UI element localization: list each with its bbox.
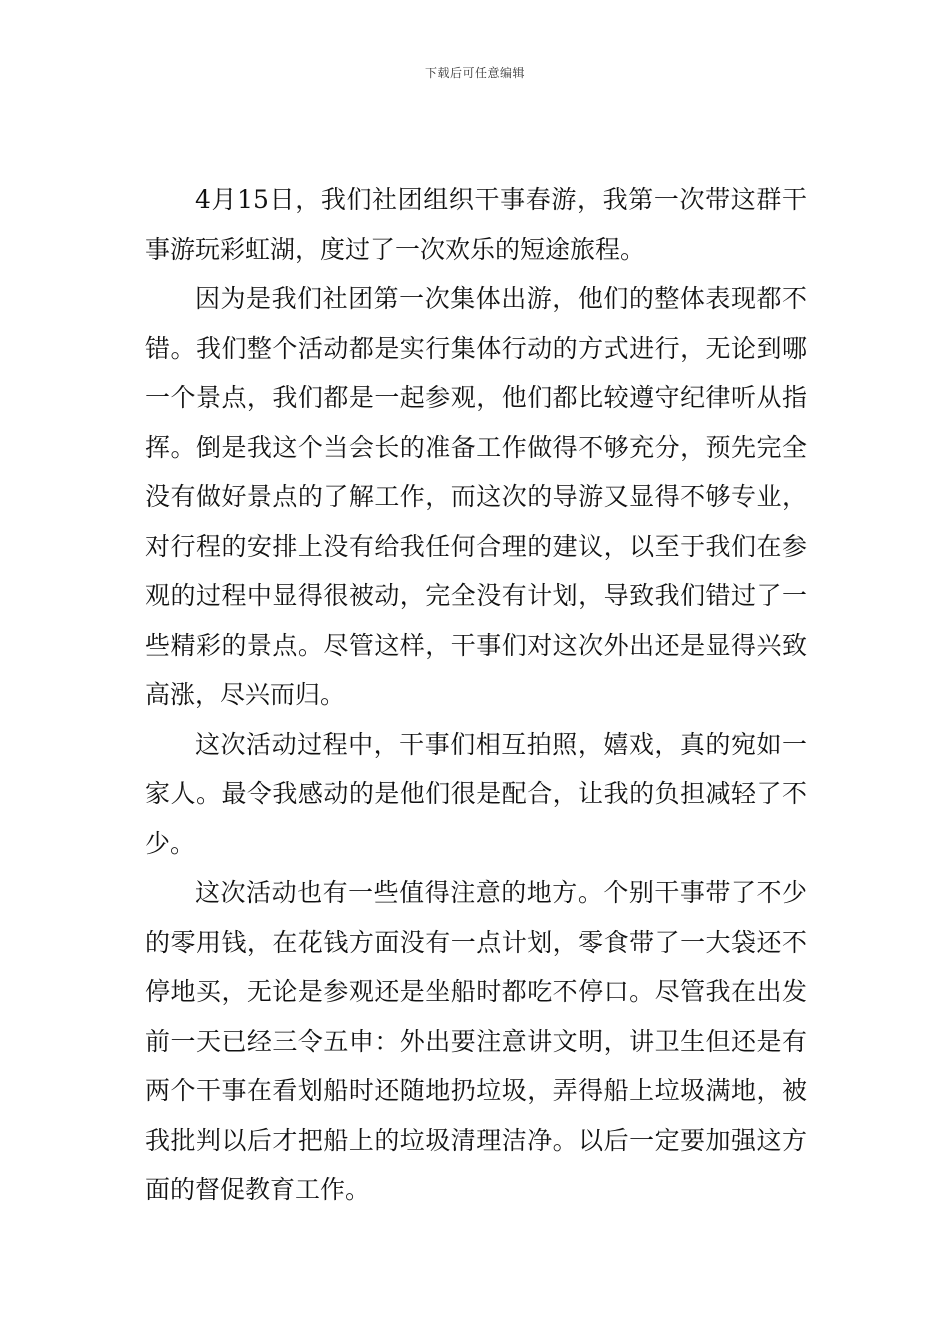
paragraph-2: 因为是我们社团第一次集体出游，他们的整体表现都不错。我们整个活动都是实行集体行动的方式进行，无论到哪一个景点，我们都是一起参观，他们都比较遵守纪律听从指挥。倒是我这个当会长的准备工作做得不够充分，预先完全没有做好景点的了解工作，而这次的导游又显得不够专业，对行程的安排上没有给我任何合理的建议，以至于我们在参观的过程中显得很被动，完全没有计划，导致我们错过了一些精彩的景点。尽管这样，干事们对这次外出还是显得兴致高涨，尽兴而归。	[145, 284, 807, 709]
paragraph-4: 这次活动也有一些值得注意的地方。个别干事带了不少的零用钱，在花钱方面没有一点计划，零食带了一大袋还不停地买，无论是参观还是坐船时都吃不停口。尽管我在出发前一天已经三令五申：外出要注意讲文明，讲卫生但还是有两个干事在看划船时还随地扔垃圾，弄得船上垃圾满地，被我批判以后才把船上的垃圾清理洁净。以后一定要加强这方面的督促教育工作。	[145, 878, 807, 1204]
paragraph-3: 这次活动过程中，干事们相互拍照，嬉戏，真的宛如一家人。最令我感动的是他们很是配合，让我的负担减轻了不少。	[145, 729, 807, 858]
header-note: 下载后可任意编辑	[424, 66, 525, 80]
document-body	[145, 175, 807, 1215]
paragraph-1: 4月15日，我们社团组织干事春游，我第一次带这群干事游玩彩虹湖，度过了一次欢乐的短途旅程。	[145, 185, 807, 264]
